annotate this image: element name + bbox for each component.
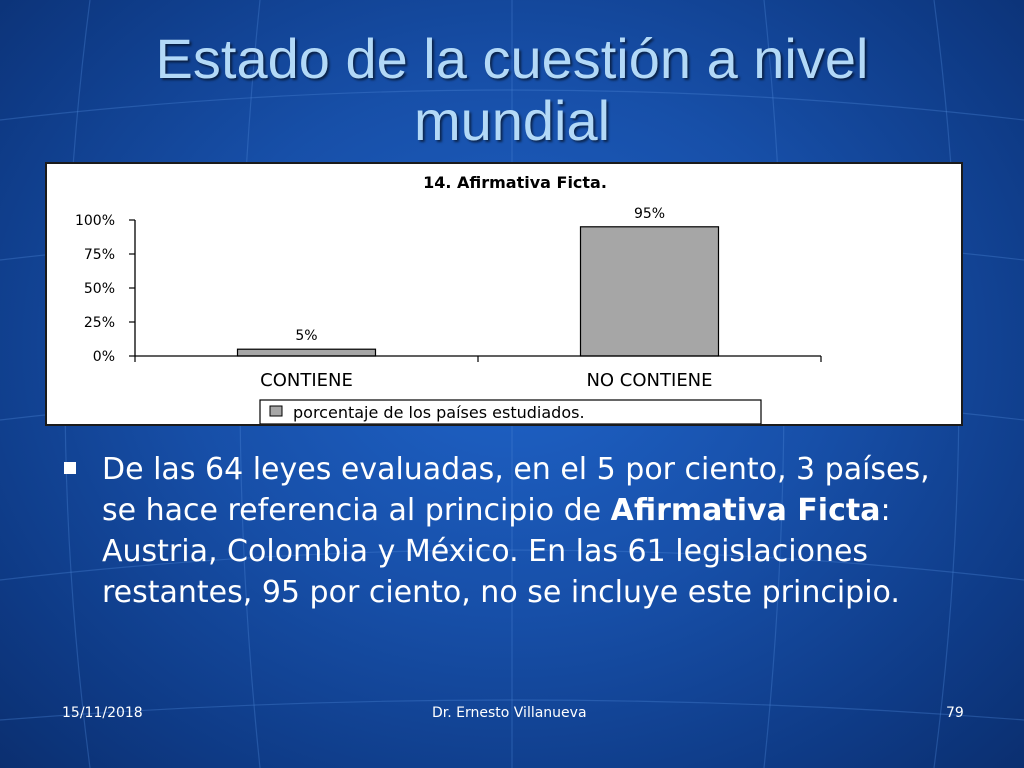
- body-text-part1: De las 64 leyes evaluadas, en el 5 por ciento, 3 países, se hace referencia al principio de: [102, 452, 930, 528]
- y-tick-label: 50%: [83, 281, 115, 297]
- bar: [581, 227, 719, 356]
- legend: [260, 400, 761, 424]
- chart-panel: [45, 162, 963, 426]
- footer-author: Dr. Ernesto Villanueva: [432, 705, 587, 721]
- y-axis: [75, 213, 135, 365]
- y-tick-label: 0%: [92, 349, 115, 365]
- body-text: [102, 449, 952, 613]
- bar-chart: [47, 164, 961, 424]
- x-axis: [135, 356, 821, 391]
- y-tick-label: 100%: [74, 213, 115, 229]
- data-label: 5%: [295, 328, 318, 345]
- y-tick-label: 25%: [83, 315, 115, 331]
- page-title: Estado de la cuestión a nivel mundial: [155, 27, 869, 152]
- footer-page-number: 79: [946, 705, 964, 721]
- bars: [238, 206, 719, 356]
- legend-label: porcentaje de los países estudiados.: [293, 403, 585, 422]
- bar: [238, 349, 376, 356]
- data-label: 95%: [633, 205, 666, 222]
- chart-title: 14. Afirmativa Ficta.: [423, 173, 607, 192]
- body-text-bold: Afirmativa Ficta: [610, 493, 881, 528]
- body-text-part2: : Austria, Colombia y México. En las 61 legislaciones restantes, 95 por ciento, no se incluye este principio.: [102, 493, 900, 610]
- y-tick-label: 75%: [83, 247, 115, 263]
- x-tick-label: CONTIENE: [260, 370, 353, 391]
- legend-swatch: [270, 406, 282, 416]
- footer-date: 15/11/2018: [62, 705, 143, 721]
- x-tick-label: NO CONTIENE: [586, 370, 713, 391]
- bullet-marker: [64, 462, 76, 474]
